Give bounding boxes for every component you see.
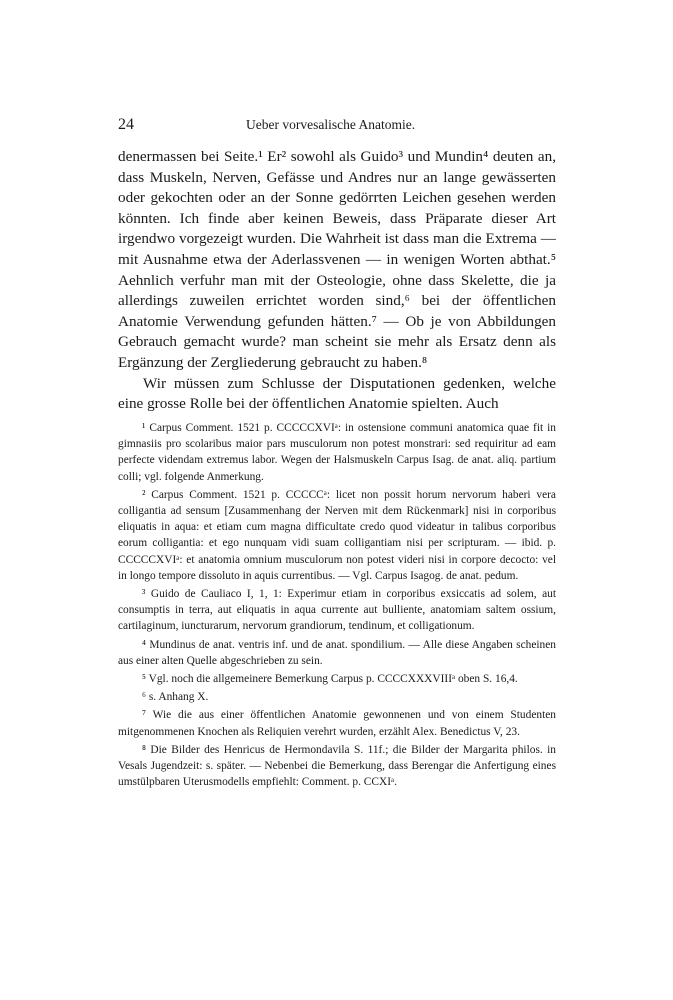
- footnote: [118, 487, 556, 584]
- body-paragraph: Wir müssen zum Schlusse der Disputationen gedenken, welche eine grosse Rolle bei der öffentlichen Anatomie spielten. Auch: [118, 374, 556, 413]
- page-number: 24: [118, 116, 134, 133]
- footnote-marker: ⁷: [142, 709, 146, 722]
- footnote: [118, 689, 556, 705]
- footnote-text: Mundinus de anat. ventris inf. und de anat. spondilium. — Alle diese Angaben scheinen aus einer alten Quelle abgeschrieben zu sein.: [118, 638, 556, 667]
- footnotes: [118, 420, 556, 792]
- page-header: [118, 116, 556, 138]
- footnote: [118, 586, 556, 635]
- footnote: [118, 707, 556, 739]
- footnote-marker: ⁶: [142, 691, 146, 704]
- footnote-marker: ³: [142, 588, 146, 601]
- body-paragraph: denermassen bei Seite.¹ Er² sowohl als Guido³ und Mundin⁴ deuten an, dass Muskeln, Nerven, Gefässe und Andres nur an lange gewässerten oder gekochten oder an der Sonne gedörrten Leichen gesehen werden könnten. Ich finde aber keinen Beweis, dass Präparate dieser Art irgendwo vorgezeigt wurden. Die Wahrheit ist dass man die Extrema — mit Ausnahme etwa der Aderlassvenen — in wenigen Worten abthat.⁵ Aehnlich verfuhr man mit der Osteologie, ohne dass Skelette, die ja allerdings zuweilen errichtet worden sind,⁶ bei der öffentlichen Anatomie Verwendung gefunden hätten.⁷ — Ob je von Abbildungen Gebrauch gemacht wurde? man scheint sie mehr als Ersatz denn als Ergänzung der Zergliederung gebraucht zu haben.⁸: [118, 148, 556, 371]
- footnote-marker: ⁴: [142, 638, 146, 651]
- footnote: [118, 742, 556, 791]
- footnote: [118, 420, 556, 485]
- footnote-text: Carpus Comment. 1521 p. CCCCCᵃ: licet non possit horum nervorum haberi vera colligantia ad sensum [Zusammenhang der Nerven mit dem Rückenmark] nisi in corporibus eliquatis in aqua: et etiam cum magna difficultate credo quod videatur in talibus corporibus eorum colligantia: et ego nunquam vidi suam colligantiam nisi per scripturam. — ibid. p. CCCCCXVIᵃ: et anatomia omnium musculorum non potest videri nisi in corpore decocto: vel in longo tempore dissoluto in aquis currentibus. — Vgl. Carpus Isagog. de anat. pedum.: [118, 488, 556, 582]
- footnote-text: s. Anhang X.: [148, 691, 209, 704]
- running-title: Ueber vorvesalische Anatomie.: [246, 117, 416, 132]
- footnote-marker: ¹: [142, 422, 146, 434]
- footnote-marker: ²: [142, 488, 146, 501]
- footnote-marker: ⁵: [142, 673, 146, 686]
- footnote: [118, 637, 556, 669]
- footnote-marker: ⁸: [142, 743, 146, 756]
- footnote-text: Die Bilder des Henricus de Hermondavila S. 11f.; die Bilder der Margarita philos. in Vesals Jugendzeit: s. später. — Nebenbei die Bemerkung, dass Berengar die Anfertigung eines umstülpbaren Uterusmodells empfiehlt: Comment. p. CCXIᵃ.: [118, 743, 556, 789]
- footnote-text: Guido de Cauliaco I, 1, 1: Experimur etiam in corporibus exsiccatis ad solem, aut consumptis in terra, aut eliquatis in aqua currente aut bulliente, anatomiam saltem ossium, cartilaginum, iuncturarum, nervorum grandiorum, tendinum, et colligationum.: [118, 588, 556, 633]
- footnote: [118, 671, 556, 687]
- footnote-text: Wie die aus einer öffentlichen Anatomie gewonnenen und von einem Studenten mitgenommenen Knochen als Reliquien verehrt wurden, erzählt Alex. Benedictus V, 23.: [118, 709, 556, 738]
- main-text: [118, 147, 556, 415]
- footnote-text: Vgl. noch die allgemeinere Bemerkung Carpus p. CCCCXXXVIIIᵃ oben S. 16,4.: [148, 673, 518, 686]
- footnote-text: Carpus Comment. 1521 p. CCCCCXVIᵃ: in ostensione communi anatomica quae fit in gimnasiis pro scolaribus maior pars musculorum non potest monstrari: sed requiritur ad eam perfecte videndam extremus labor. Wegen der Halsmuskeln Carpus Isag. de anat. aliq. partium colli; vgl. folgende Anmerkung.: [118, 422, 556, 483]
